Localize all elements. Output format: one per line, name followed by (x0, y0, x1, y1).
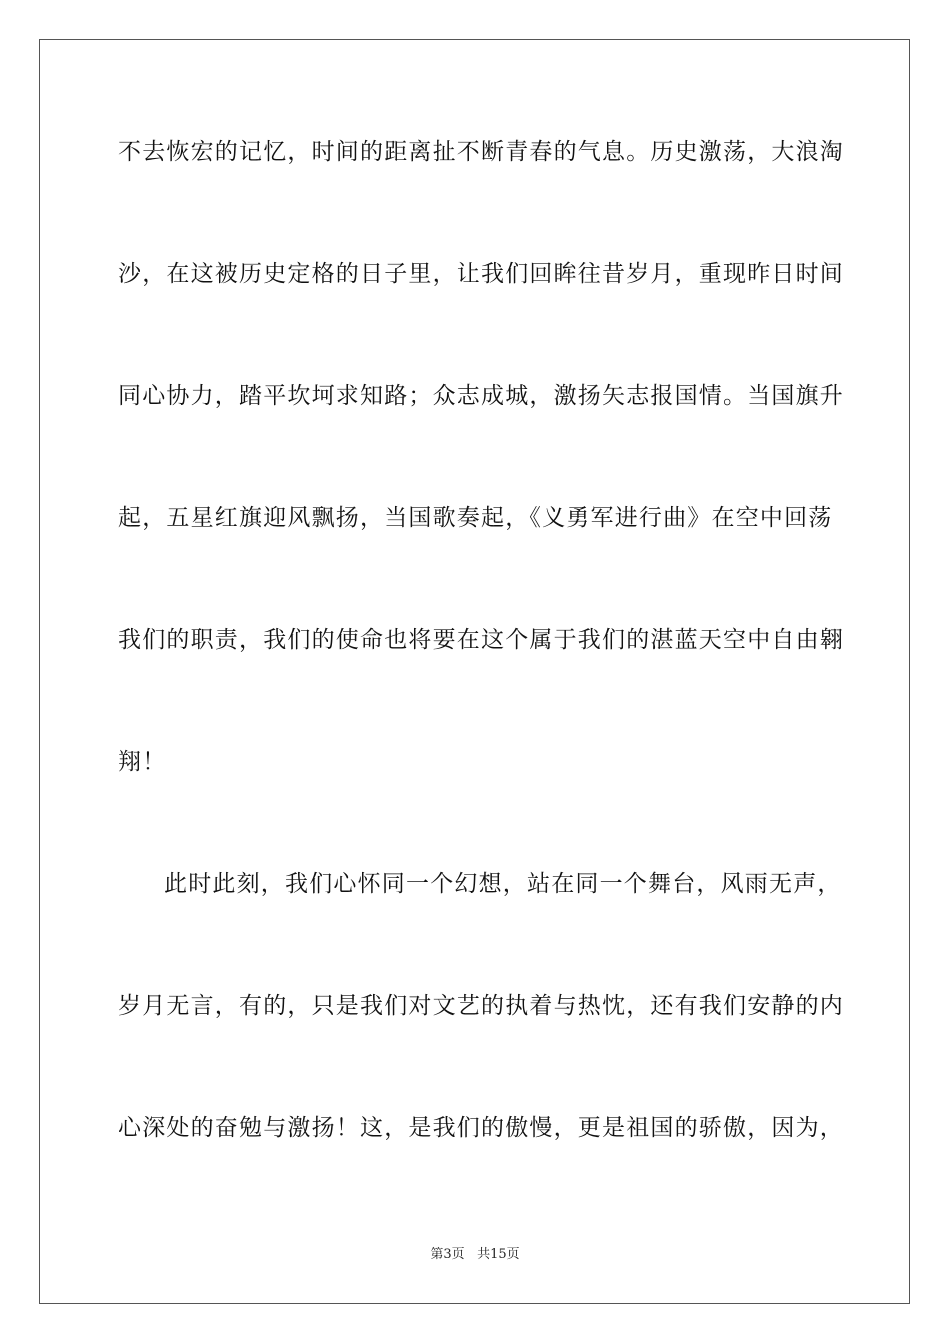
text-line: 不去恢宏的记忆，时间的距离扯不断青春的气息。历史激荡，大浪淘 (118, 139, 844, 165)
text-line: 翔！ (118, 749, 167, 775)
text-line: 心深处的奋勉与激扬！这，是我们的傲慢，更是祖国的骄傲，因为， (118, 1115, 844, 1141)
page-footer (0, 1247, 950, 1263)
text-line: 沙，在这被历史定格的日子里，让我们回眸往昔岁月，重现昨日时间 (118, 261, 844, 287)
page-number: 第3页 (430, 1247, 465, 1262)
text-line: 同心协力，踏平坎坷求知路；众志成城，激扬矢志报国情。当国旗升 (118, 383, 844, 409)
total-pages: 共15页 (477, 1247, 520, 1262)
text-line: 起，五星红旗迎风飘扬，当国歌奏起，《义勇军进行曲》在空中回荡 (118, 505, 833, 531)
text-line: 我们的职责，我们的使命也将要在这个属于我们的湛蓝天空中自由翱 (118, 627, 844, 653)
paragraph-start-line: 此时此刻，我们心怀同一个幻想，站在同一个舞台，风雨无声， (164, 871, 842, 897)
text-line: 岁月无言，有的，只是我们对文艺的执着与热忱，还有我们安静的内 (118, 993, 844, 1019)
